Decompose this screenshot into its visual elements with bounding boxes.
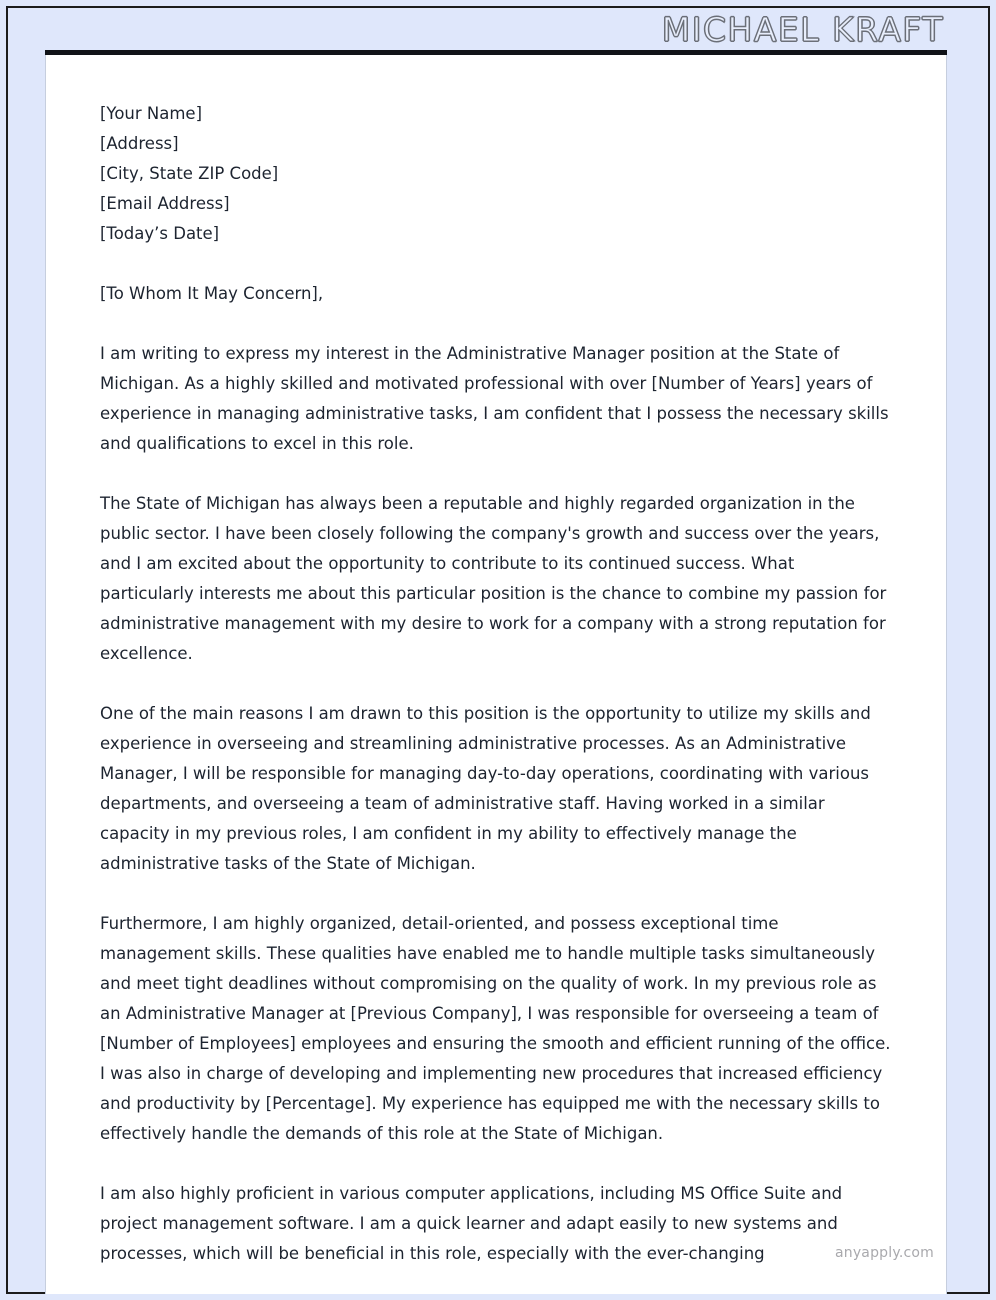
sender-line-3: [City, State ZIP Code] xyxy=(100,164,279,183)
sender-line-2: [Address] xyxy=(100,134,179,153)
paragraph-1: I am writing to express my interest in the Administrative Manager position at the State of Michigan. As a highly skilled and motivated professional with over [Number of Years] years of experience in managing administrative tasks, I am confident that I possess the necessary skills and qualifications to excel in this role. xyxy=(100,344,889,453)
sender-line-5: [Today’s Date] xyxy=(100,224,220,243)
paragraph-2: The State of Michigan has always been a reputable and highly regarded organization in the public sector. I have been closely following the company's growth and success over the years, and I am excited about the opportunity to contribute to its continued success. What particularly interests me about this particular position is the chance to combine my passion for administrative management with my desire to work for a company with a strong reputation for excellence. xyxy=(100,494,887,663)
letterhead-name: MICHAEL KRAFT xyxy=(661,9,944,49)
salutation: [To Whom It May Concern], xyxy=(100,284,324,303)
letter-body xyxy=(100,99,891,1269)
spacer-after-salutation xyxy=(100,309,891,339)
letter-sheet xyxy=(45,55,947,1294)
sender-line-1: [Your Name] xyxy=(100,104,203,123)
paragraph-5: I am also highly proficient in various computer applications, including MS Office Suite and project management software. I am a quick learner and adapt easily to new systems and processes, which will be beneficial in this role, especially with the ever-changing xyxy=(100,1184,843,1263)
watermark: anyapply.com xyxy=(834,1245,934,1261)
sender-line-4: [Email Address] xyxy=(100,194,230,213)
paragraph-3: One of the main reasons I am drawn to this position is the opportunity to utilize my skills and experience in overseeing and streamlining administrative processes. As an Administrative Manager, I will be responsible for managing day-to-day operations, coordinating with various departments, and overseeing a team of administrative staff. Having worked in a similar capacity in my previous roles, I am confident in my ability to effectively manage the administrative tasks of the State of Michigan. xyxy=(100,704,871,873)
letterhead xyxy=(8,8,988,50)
spacer-after-sender xyxy=(100,249,891,279)
paragraph-4: Furthermore, I am highly organized, detail-oriented, and possess exceptional time management skills. These qualities have enabled me to handle multiple tasks simultaneously and meet tight deadlines without compromising on the quality of work. In my previous role as an Administrative Manager at [Previous Company], I was responsible for overseeing a team of [Number of Employees] employees and ensuring the smooth and efficient running of the office. I was also in charge of developing and implementing new procedures that increased efficiency and productivity by [Percentage]. My experience has equipped me with the necessary skills to effectively handle the demands of this role at the State of Michigan. xyxy=(100,914,891,1143)
